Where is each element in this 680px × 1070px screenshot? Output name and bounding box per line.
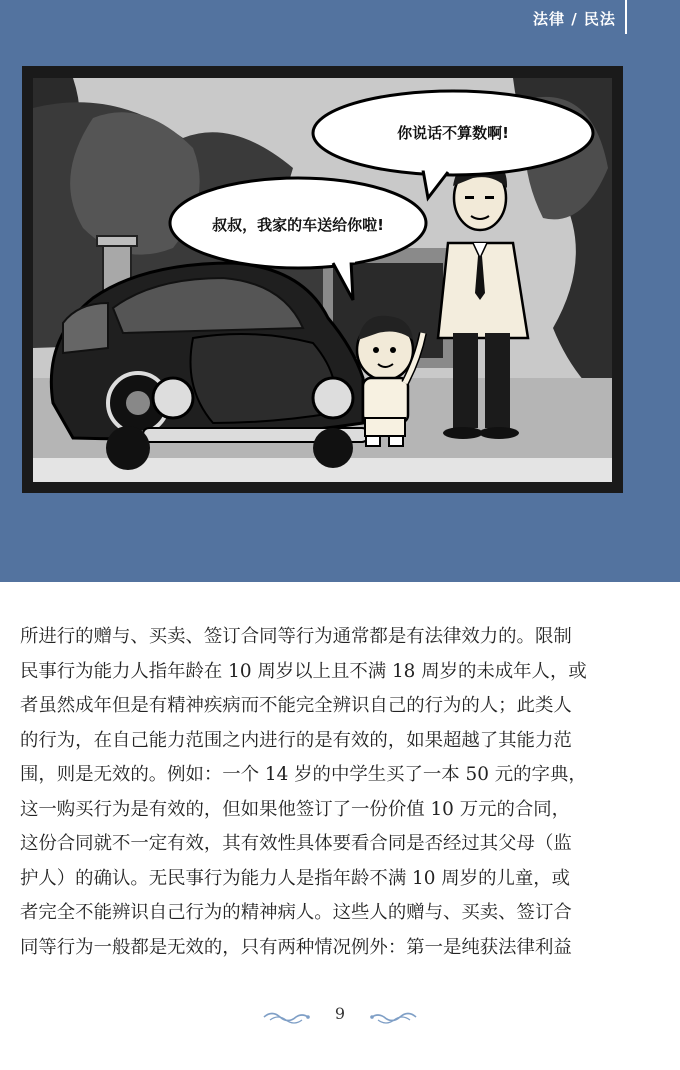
section-tag: 法律 / 民法 bbox=[533, 10, 616, 28]
body-line: 所进行的赠与、买卖、签订合同等行为通常都是有法律效力的。限制 bbox=[20, 626, 572, 647]
comic-illustration bbox=[33, 78, 612, 482]
header-divider bbox=[625, 0, 627, 34]
body-line: 者完全不能辨识自己行为的精神病人。这些人的赠与、买卖、签订合 bbox=[20, 902, 572, 923]
right-ornament-icon bbox=[370, 1010, 418, 1024]
page-number: 9 bbox=[334, 1004, 346, 1023]
body-line: 这份合同就不一定有效，其有效性具体要看合同是否经过其父母（监 bbox=[20, 833, 572, 854]
body-paragraph bbox=[20, 620, 665, 965]
body-line: 同等行为一般都是无效的，只有两种情况例外：第一是纯获法律利益 bbox=[20, 936, 572, 958]
bubble-boy-text: 叔叔，我家的车送给你啦! bbox=[212, 216, 384, 234]
body-line: 围，则是无效的。例如：一个 14 岁的中学生买了一本 50 元的字典， bbox=[20, 764, 587, 785]
bubble-man-text: 你说话不算数啊! bbox=[397, 124, 509, 142]
body-line: 者虽然成年但是有精神疾病而不能完全辨识自己的行为的人；此类人 bbox=[20, 695, 572, 716]
body-line: 这一购买行为是有效的，但如果他签订了一份价值 10 万元的合同， bbox=[20, 798, 571, 820]
body-line: 护人）的确认。无民事行为能力人是指年龄不满 10 周岁的儿童，或 bbox=[20, 867, 571, 889]
page-footer bbox=[0, 1000, 680, 1030]
body-line: 的行为，在自己能力范围之内进行的是有效的，如果超越了其能力范 bbox=[20, 729, 572, 751]
body-line: 民事行为能力人指年龄在 10 周岁以上且不满 18 周岁的未成年人，或 bbox=[20, 660, 587, 682]
